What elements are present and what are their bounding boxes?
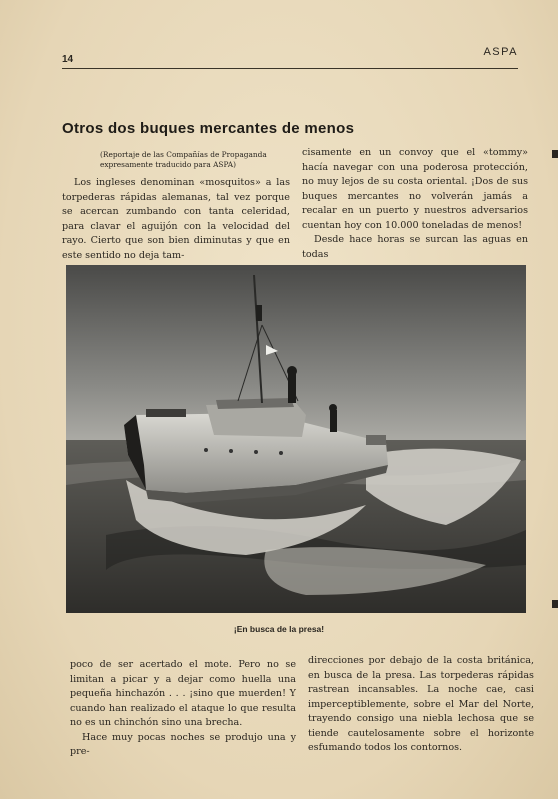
publication-name: ASPA [483, 46, 518, 58]
page-header [62, 46, 518, 69]
torpedo-boat-photo [66, 265, 526, 613]
photo-caption: ¡En busca de la presa! [233, 624, 325, 634]
article-headline: Otros dos buques mercantes de menos [62, 120, 355, 137]
paragraph: cisamente en un convoy que el «tommy» hacía navegar con una poderosa protección, no muy lejos de su costa oriental. ¡Dos de sus buques mercantes no volverán jamás a recalar en un puerto y nuestros adversarios cuentan hoy con 10.000 toneladas de menos! [302, 147, 528, 231]
paragraph: direcciones por debajo de la costa británica, en busca de la presa. Las torpederas rápidas rastrean incansables. La noche cae, casi imperceptiblemente, sobre el Mar del Norte, trayendo consigo una niebla lechosa que se tiende cautelosamente sobre el horizonte esfumando todos los contornos. [308, 655, 534, 753]
paragraph: Desde hace horas se surcan las aguas en todas [302, 234, 528, 260]
page-number: 14 [62, 54, 74, 65]
binding-mark [552, 600, 558, 608]
column-top-left [62, 150, 290, 263]
paragraph: Los ingleses denominan «mosquitos» a las torpederas rápidas alemanas, tal vez porque se acercan zumbando con tanta celeridad, para clavar el aguijón con la velocidad del rayo. Cierto que son bien diminutas y que en este sentido no deja tam- [62, 177, 290, 261]
paragraph: Hace muy pocas noches se produjo una y pre- [70, 731, 296, 757]
binding-mark [552, 150, 558, 158]
paragraph: poco de ser acertado el mote. Pero no se limitan a picar y a dejar como huella una pequeña hinchazón . . . ¡sino que muerden! Y cuando han realizado el ataque lo que resulta no es un chinchón sino una brecha. [70, 659, 296, 728]
article-credit: (Reportaje de las Compañías de Propaganda expresamente traducido para ASPA) [100, 150, 267, 169]
column-bottom-right [308, 654, 534, 756]
column-top-right [302, 146, 528, 262]
column-bottom-left [70, 658, 296, 760]
